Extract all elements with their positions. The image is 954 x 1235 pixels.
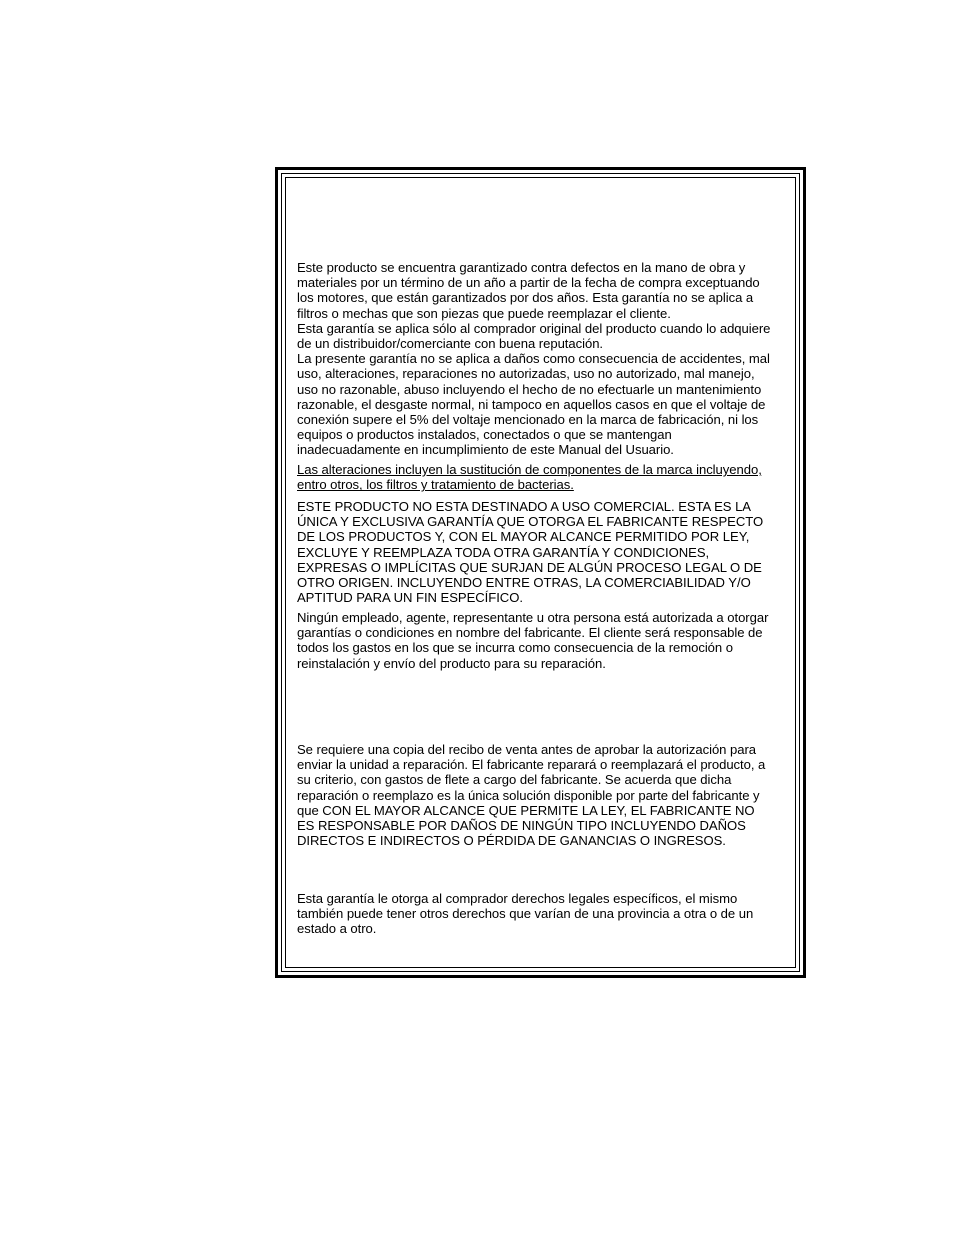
alterations-note: Las alteraciones incluyen la sustitución de componentes de la marca incluyendo, entro otros, los filtros y tratamiento de bacterias.	[297, 462, 762, 493]
commercial-use-notice: ESTE PRODUCTO NO ESTA DESTINADO A USO COMERCIAL. ESTA ES LA ÚNICA Y EXCLUSIVA GARANTÍA QUE OTORGA EL FABRICANTE RESPECTO DE LOS PRODUCTOS Y, CON EL MAYOR ALCANCE PERMITIDO POR LEY, EXCLUYE Y REEMPLAZA TODA OTRA GARANTÍA Y CONDICIONES, EXPRESAS O IMPLÍCITAS QUE SURJAN DE ALGÚN PROCESO LEGAL O DE OTRO ORIGEN. INCLUYENDO ENTRE OTRAS, LA COMERCIABILIDAD Y/O APTITUD PARA UN FIN ESPECÍFICO.	[297, 499, 764, 606]
employee-authorization-clause: Ningún empleado, agente, representante u otra persona está autorizada a otorgar garantías o condiciones en nombre del fabricante. El cliente será responsable de todos los gastos en los que se incurra como consecuencia de la remoción o reinstalación y envío del producto para su reparación.	[297, 610, 769, 671]
legal-rights-paragraph: Esta garantía le otorga al comprador derechos legales específicos, el mismo también puede tener otros derechos que varían de una provincia a otra o de un estado a otro.	[297, 891, 754, 937]
repair-procedure-clause: Se requiere una copia del recibo de venta antes de aprobar la autorización para enviar la unidad a reparación. El fabricante reparará o reemplazará el producto, a su criterio, con gastos de flete a cargo del fabricante. Se acuerda que dicha reparación o reemplazo es la única solución disponible por parte del fabricante y que CON EL MAYOR ALCANCE QUE PERMITE LA LEY, EL FABRICANTE NO ES RESPONSABLE POR DAÑOS DE NINGÚN TIPO INCLUYENDO DAÑOS DIRECTOS E INDIRECTOS O PÉRDIDA DE GANANCIAS O INGRESOS.	[297, 742, 766, 849]
warranty-coverage-paragraph: Este producto se encuentra garantizado contra defectos en la mano de obra y materiales por un término de un año a partir de la fecha de compra exceptuando los motores, que están garantizados por dos años. Esta garantía no se aplica a filtros o mechas que son piezas que puede reemplazar el cliente. Esta garantía se aplica sólo al comprador original del producto cuando lo adquiere de un distribuidor/comerciante con buena reputación. La presente garantía no se aplica a daños como consecuencia de accidentes, mal uso, alteraciones, reparaciones no autorizadas, uso no autorizado, mal manejo, uso no razonable, abuso incluyendo el hecho de no efectuarle un mantenimiento razonable, el desgaste normal, ni tampoco en aquellos casos en que el voltaje de conexión supere el 5% del voltaje mencionado en la marca de fabricación, ni los equipos o productos instalados, conectados o que se mantengan inadecuadamente en incumplimiento de este Manual del Usuario.	[297, 260, 771, 458]
